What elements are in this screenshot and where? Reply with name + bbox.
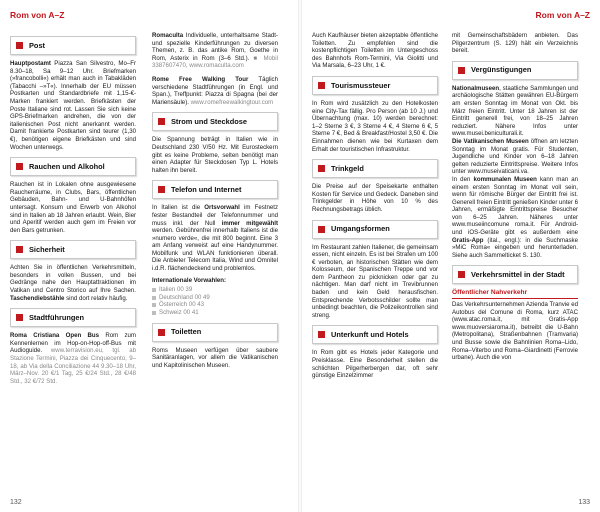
column-4 (452, 32, 578, 502)
verguenstigungen-p3 (452, 176, 578, 260)
open-bus-text: Rom zum Kennenlernen im Hop-on-Hop-off-Bus mit Audioguide. (10, 332, 136, 355)
red-square-icon (318, 82, 325, 89)
subheading-nahverkehr: Öffentlicher Nahverkehr (452, 289, 578, 299)
freewalking-lead: Rome Free Walking Tour (152, 75, 249, 83)
section-heading-trinkgeld (312, 159, 438, 178)
telefon-paragraph (152, 204, 278, 272)
section-heading-stadtfuehrungen (10, 308, 136, 327)
open-bus-lead: Roma Cristiana Open Bus (10, 332, 100, 340)
red-square-icon (318, 331, 325, 338)
toiletten-text: Roms Museen verfügen über saubere Sanitäranlagen, vor allem die Vatikanischen und Kapitolinischen Museen. (152, 346, 278, 369)
post-lead: Hauptpostamt (10, 60, 51, 67)
sicherheit-paragraph (10, 264, 136, 302)
freewalking-details: www.romefreewalkingtour.com (190, 98, 274, 106)
list-item: Schweiz 00 41 (152, 309, 278, 317)
section-trinkgeld (312, 159, 438, 213)
running-header-right: Rom von A–Z (535, 10, 590, 20)
section-rauchen (10, 157, 136, 234)
stadtfuehrungen-paragraph (10, 332, 136, 385)
section-title: Unterkunft und Hotels (331, 330, 409, 340)
section-stadtfuehrungen (10, 308, 136, 385)
section-title: Telefon und Internet (171, 185, 242, 195)
section-title: Rauchen und Alkohol (29, 161, 105, 171)
section-heading-sicherheit (10, 240, 136, 259)
post-text: Piazza San Silvestro, Mo–Fr 8.30–18, Sa 9–12 Uhr. Briefmarken (»francobolli«) erhält man auch in Tabakläden (Tabacchi –»T«). Innerhalb der EU müssen Postkarten und Standardbriefe mit 1,15-€-Marken frankiert werden. Briefkästen der Poste Italiane sind rot. Lassen Sie sich keine GPS-Briefmarken andrehen, die von der italienischen Post nicht anerkannt werden. Damit frankierte Postkarten sind teurer (1,30 €), benötigen eigene Briefkästen und sind Wochen unterwegs. (10, 60, 136, 151)
section-heading-verguenstigungen (452, 61, 578, 80)
telefon-text-a: In Italien ist die (152, 204, 205, 212)
tourismussteuer-text: In Rom wird zusätzlich zu den Hotelkosten eine City-Tax fällig. Pro Person (ab 10 J.) und Übernachtung (max. 10) werden berechnet: 1–2 Sterne 3 €, 3 Sterne 4 €, 4 Sterne 6 €, 5 Sterne 7 €, Bed & Breakfast/Hostel 3,50 €. Die Einnahmen dienen wie bei Kurtaxen dem Erhalt der touristischen Infrastruktur. (312, 99, 438, 153)
unterkunft-text: In Rom gibt es Hotels jeder Kategorie und Preisklasse. Eine Besonderheit stellen die schlichten Pilgerherbergen dar, oft sehr günstige Einzelzimmer (312, 349, 438, 380)
unterkunft-cont-text: mit Gemeinschaftsbädern anbieten. Das Pilgerzentrum (S. 129) hält ein Verzeichnis bereit. (452, 32, 578, 55)
telefon-text-b: im Festnetz fester Bestandteil der Telefonnummer und muss inkl. der Null (152, 204, 278, 227)
section-heading-toiletten (152, 323, 278, 342)
section-title: Toiletten (171, 327, 202, 337)
section-heading-unterkunft (312, 325, 438, 344)
section-toiletten (152, 323, 278, 370)
telefon-text-c: werden. Gebührenfrei innerhalb Italiens ist die »numero verde«, die mit 800 beginnt. Eine 3 am Anfang verweist auf eine Handynummer. Mobilfunk und WLAN funktionieren überall. Die Anbieter Telecom Italia, Wind und Omnitel i.d.R. flächendeckend und problemlos. (152, 227, 278, 273)
post-paragraph (10, 60, 136, 151)
romaculta-lead: Romaculta (152, 32, 184, 39)
red-square-icon (16, 314, 23, 321)
gratis-app-lead: Gratis-App (452, 236, 484, 244)
running-header-left: Rom von A–Z (10, 10, 65, 20)
section-unterkunft (312, 325, 438, 379)
section-tourismussteuer (312, 76, 438, 153)
red-square-icon (458, 271, 465, 278)
intl-dialing-list (152, 286, 278, 316)
section-heading-rauchen (10, 157, 136, 176)
section-title: Trinkgeld (331, 163, 364, 173)
toiletten-continued (312, 32, 438, 70)
section-title: Tourismussteuer (331, 80, 391, 90)
section-post (10, 36, 136, 151)
gratis-app-text: (ital., engl.): in die Suchmaske »MiC Roma« eingeben und herunterladen. Siehe auch Sammelticket S. 130. (452, 236, 578, 259)
verkehr-text: Das Verkehrsunternehmen Azienda Tranvie ed Autobus del Comune di Roma, kurz ATAC (www.atac.roma.it, mit Gratis-App www.muoversiaroma.it), betreibt die U-Bahn (Metropolitana), Straßenbahnen (Tramvaria) und Busse sowie die Bahnlinien Roma–Lido, Roma–Viterbo und Roma–Giardinetti (Ferrovie urbane). Auch die von (452, 301, 579, 362)
toiletten-cont-text: Auch Kaufhäuser bieten akzeptable öffentliche Toiletten. Zu empfehlen sind die kostenpflichtigen Toiletten im Untergeschoss des Bahnhofs Rom-Termini, Via Giolitti und Via Marsala, 6–23 Uhr, 1 €. (312, 32, 438, 70)
trinkgeld-text: Die Preise auf der Speisekarte enthalten Kosten für Service und Gedeck. Daneben sind Trinkgelder in Höhe von 10 % des Rechnungsbetrags üblich. (312, 183, 438, 213)
section-heading-umgangsformen (312, 220, 438, 239)
unterkunft-continued (452, 32, 578, 55)
section-strom (152, 112, 278, 174)
section-heading-tourismussteuer (312, 76, 438, 95)
section-title: Verkehrsmittel in der Stadt (471, 270, 565, 280)
sicherheit-tail: sind dort relativ häufig. (64, 294, 128, 302)
section-verkehr (452, 265, 578, 361)
column-1 (10, 32, 136, 502)
red-square-icon (318, 226, 325, 233)
verguenstigungen-p1 (452, 85, 578, 138)
rauchen-text: Rauchen ist in Lokalen ohne ausgewiesene Raucherräume, in Clubs, Bars, öffentlichen Gebäuden, Bahn- und U-Bahnhöfen untersagt. Konsum und Erwerb von Alkohol sind in Italien ab 18 Jahren erlaubt. Wein, Bier und Aperitif werden auch gern im Freien vor den Bars getrunken. (10, 181, 136, 234)
section-heading-verkehr (452, 265, 578, 284)
romaculta-details: Mobil 3387607470, www.romaculta.com (152, 54, 278, 70)
romaculta-entry (152, 32, 278, 70)
nationalmuseen-text: , staatliche Sammlungen und archäologische Stätten gewähren EU-Bürgern am ersten Sonntag im Monat von Okt. bis März freien Eintritt. Unter 18 Jahren ist der Eintritt generell frei, von 18–25 Jahren reduziert. Nähere Infos unter www.musei.beniculturali.it. (452, 84, 578, 138)
freewalking-text: Täglich verschiedene Stadtführungen (in Engl. und Span.), Treffpunkt: Piazza di Spagna (bei der Mariensäule). (152, 75, 278, 106)
section-heading-post (10, 36, 136, 55)
telefon-lead-b: immer mitgewählt (221, 219, 278, 227)
verguenstigungen-p2 (452, 138, 578, 176)
red-square-icon (318, 165, 325, 172)
sicherheit-text: Achten Sie in öffentlichen Verkehrsmitteln, besonders in vollen Bussen, und bei Gedränge nahe den Hauptattraktionen im Vatikan und Centro Storico auf Ihre Sachen. (10, 264, 136, 295)
red-square-icon (16, 163, 23, 170)
kommunal-lead: kommunalen Museen (473, 175, 537, 183)
kommunal-text: kann man an einem ersten Sonntag im Monat voll sein, wenn für römische Bürger der Eintritt frei ist. Generell freien Eintritt genießen Kinder unter 6 Jahren, ermäßigte Eintrittspreise Besucher von 6–25 Jahren. Näheres unter www.museiincomune roma.it. Für Android- und iOS-Geräte gibt es außerdem eine (452, 175, 579, 237)
section-title: Umgangsformen (331, 224, 390, 234)
section-title: Strom und Steckdose (171, 117, 247, 127)
red-square-icon (16, 42, 23, 49)
page-number-right: 133 (578, 499, 590, 506)
section-title: Post (29, 40, 46, 50)
intl-dialing-title: Internationale Vorwahlen: (152, 276, 227, 284)
romaculta-text: Individuelle, unterhaltsame Stadt- und spezielle Kinderführungen zu diversen Themen, z. B. das antike Rom, Goethe in Rom, Asterix in Rom (3–6 Std.). (152, 32, 278, 62)
column-2 (152, 32, 278, 502)
freewalking-entry (152, 76, 278, 106)
section-umgangsformen (312, 220, 438, 320)
page-number-left: 132 (10, 499, 22, 506)
vatikan-lead: Die Vatikanischen Museen (452, 137, 529, 145)
list-item: Deutschland 00 49 (152, 294, 278, 302)
nationalmuseen-lead: Nationalmuseen (452, 84, 500, 92)
red-square-icon (458, 67, 465, 74)
list-item: Italien 00 39 (152, 286, 278, 294)
vatikan-text: öffnen am letzten Sonntag im Monat gratis. Für Studenten, Jugendliche und Kinder von 6–18 Jahren gelten reduzierte Eintrittspreise. Weitere Infos unter www.museivaticani.va. (452, 137, 578, 176)
section-title: Vergünstigungen (471, 65, 532, 75)
section-heading-telefon (152, 180, 278, 199)
section-sicherheit (10, 240, 136, 302)
kommunal-pre: In den (452, 175, 474, 183)
sicherheit-lead: Taschendiebstähle (10, 294, 65, 302)
umgangsformen-text: Im Restaurant zahlen Italiener, die gemeinsam essen, nicht einzeln. Es ist bei Strafen um 100 € verboten, an historischen Stätten wie dem Kolosseum, der Spanischen Treppe und vor dem Pantheon zu picknicken oder gar zu nächtigen. Man darf nicht im Trevibrunnen baden und kein Geld herausfischen. Entsprechende Verbotsschilder sollte man unbedingt beachten, die Polizeikontrollen sind streng. (312, 243, 438, 319)
phone-icon: ■ (253, 54, 264, 62)
section-verguenstigungen (452, 61, 578, 260)
section-heading-strom (152, 112, 278, 131)
column-3 (312, 32, 438, 502)
telefon-lead-a: Ortsvorwahl (204, 204, 240, 212)
section-title: Stadtführungen (29, 312, 85, 322)
strom-text: Die Spannung beträgt in Italien wie in Deutschland 230 V/50 Hz. Mit Eurosteckern gibt es keine Probleme, selten benötigt man einen Adapter für Steckdosen Typ L. Hotels halten ihn bereit. (152, 136, 278, 174)
section-telefon (152, 180, 278, 316)
red-square-icon (158, 186, 165, 193)
red-square-icon (158, 118, 165, 125)
open-bus-details: www.terravision.eu, tgl. ab Stazione Termini, Piazza dei Cinquecento, 9–18, ab Via della Conciliazione 44 9.30–18 Uhr, März–Nov. 20 €/1 Tag, 25 €/24 Std., 28 €/48 Std., 32 €/72 Std. (10, 347, 136, 385)
section-title: Sicherheit (29, 244, 65, 254)
red-square-icon (16, 246, 23, 253)
red-square-icon (158, 329, 165, 336)
list-item: Österreich 00 43 (152, 301, 278, 309)
